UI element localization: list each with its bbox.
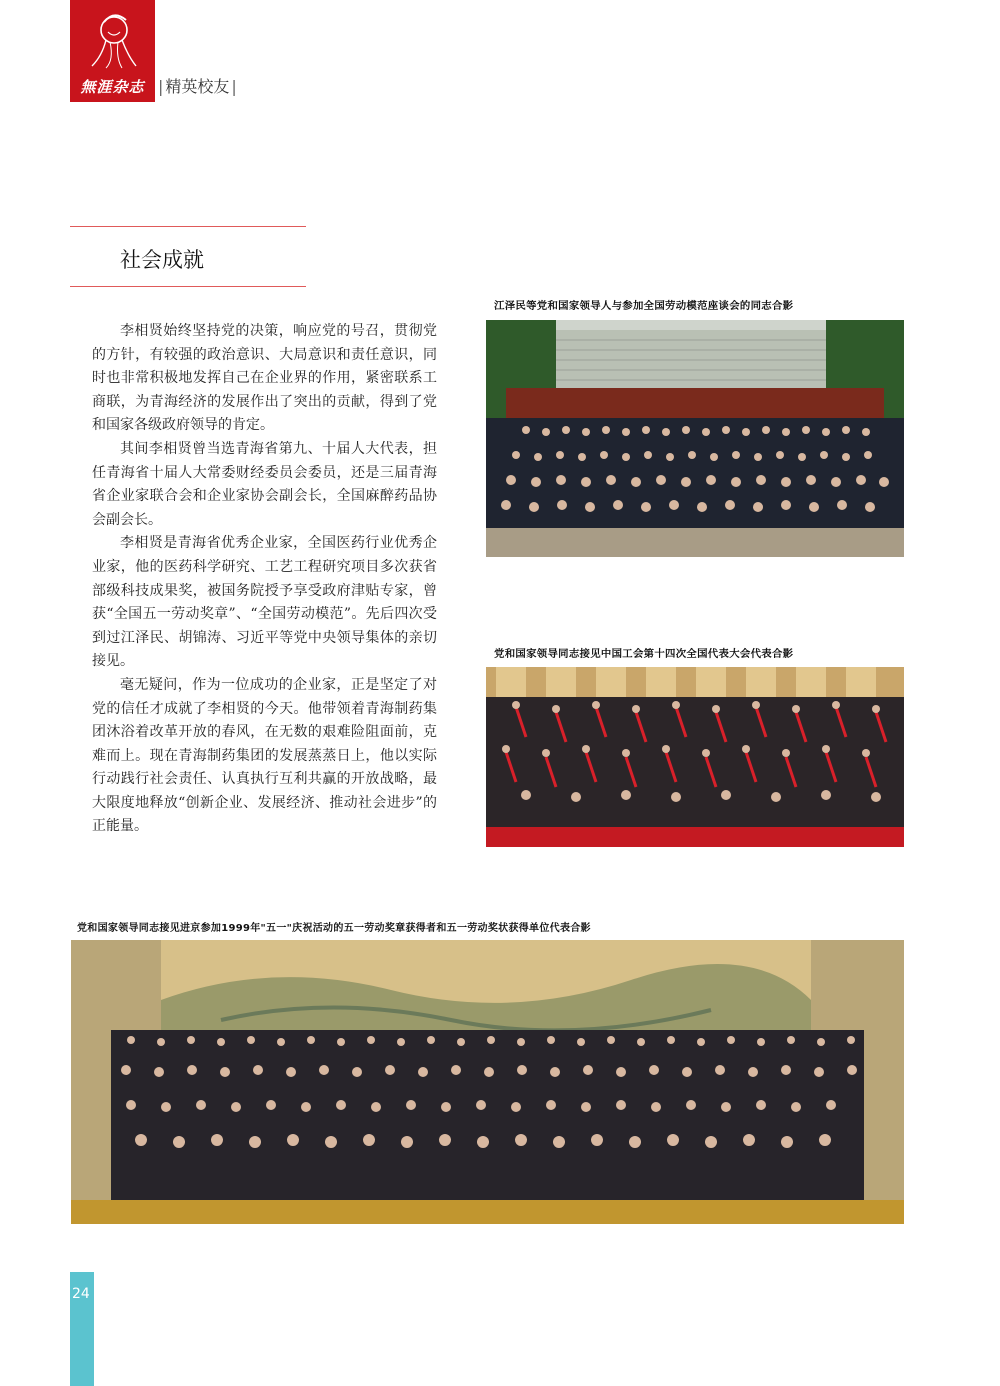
photo-caption: 党和国家领导同志接见进京参加1999年"五一"庆祝活动的五一劳动奖章获得者和五一劳动奖状获得单位代表合影	[77, 923, 591, 934]
paragraph: 其间李相贤曾当选青海省第九、十届人大代表，担任青海省十届人大常委财经委员会委员，还是三届青海省企业家联合会和企业家协会副会长，全国麻醉药品协会副会长。	[92, 440, 437, 528]
paragraph: 毫无疑问，作为一位成功的企业家，正是坚定了对党的信任才成就了李相贤的今天。他带领着青海制药集团沐浴着改革开放的春风，在无数的艰难险阻面前，克难而上。现在青海制药集团的发展蒸蒸日上，他以实际行动践行社会责任、认真执行互利共赢的开放战略，最大限度地释放“创新企业、发展经济、推动社会进步”的正能量。	[92, 676, 437, 835]
logo-text: 無涯杂志	[80, 78, 145, 96]
group-photo	[486, 667, 904, 847]
photo-caption: 江泽民等党和国家领导人与参加全国劳动模范座谈会的同志合影	[494, 300, 794, 312]
group-photo	[71, 940, 904, 1224]
heading-rule-bottom	[70, 286, 306, 287]
group-photo	[486, 320, 904, 557]
section-tag-label: 精英校友	[165, 77, 230, 96]
article-body	[92, 320, 437, 839]
page-number: 24	[72, 1286, 90, 1302]
group-photo-icon	[486, 667, 904, 847]
section-tag: | 精英校友 |	[158, 77, 237, 96]
magazine-logo	[70, 0, 155, 102]
section-title: 社会成就	[120, 248, 204, 272]
paragraph: 李相贤始终坚持党的决策，响应党的号召，贯彻党的方针，有较强的政治意识、大局意识和责任意识，同时也非常积极地发挥自己在企业界的作用，紧密联系工商联，为青海经济的发展作出了突出的贡献，得到了党和国家各级政府领导的肯定。	[92, 323, 437, 434]
paragraph: 李相贤是青海省优秀企业家，全国医药行业优秀企业家，他的医药科学研究、工艺工程研究项目多次获省部级科技成果奖，被国务院授予享受政府津贴专家，曾获“全国五一劳动奖章”、“全国劳动模范”。先后四次受到过江泽民、胡锦涛、习近平等党中央领导集体的亲切接见。	[92, 535, 437, 670]
heading-rule-top	[70, 226, 306, 227]
group-photo-icon	[71, 940, 904, 1224]
group-photo-icon	[486, 320, 904, 557]
photo-caption: 党和国家领导同志接见中国工会第十四次全国代表大会代表合影	[494, 648, 794, 660]
portrait-sketch-icon	[84, 8, 140, 70]
